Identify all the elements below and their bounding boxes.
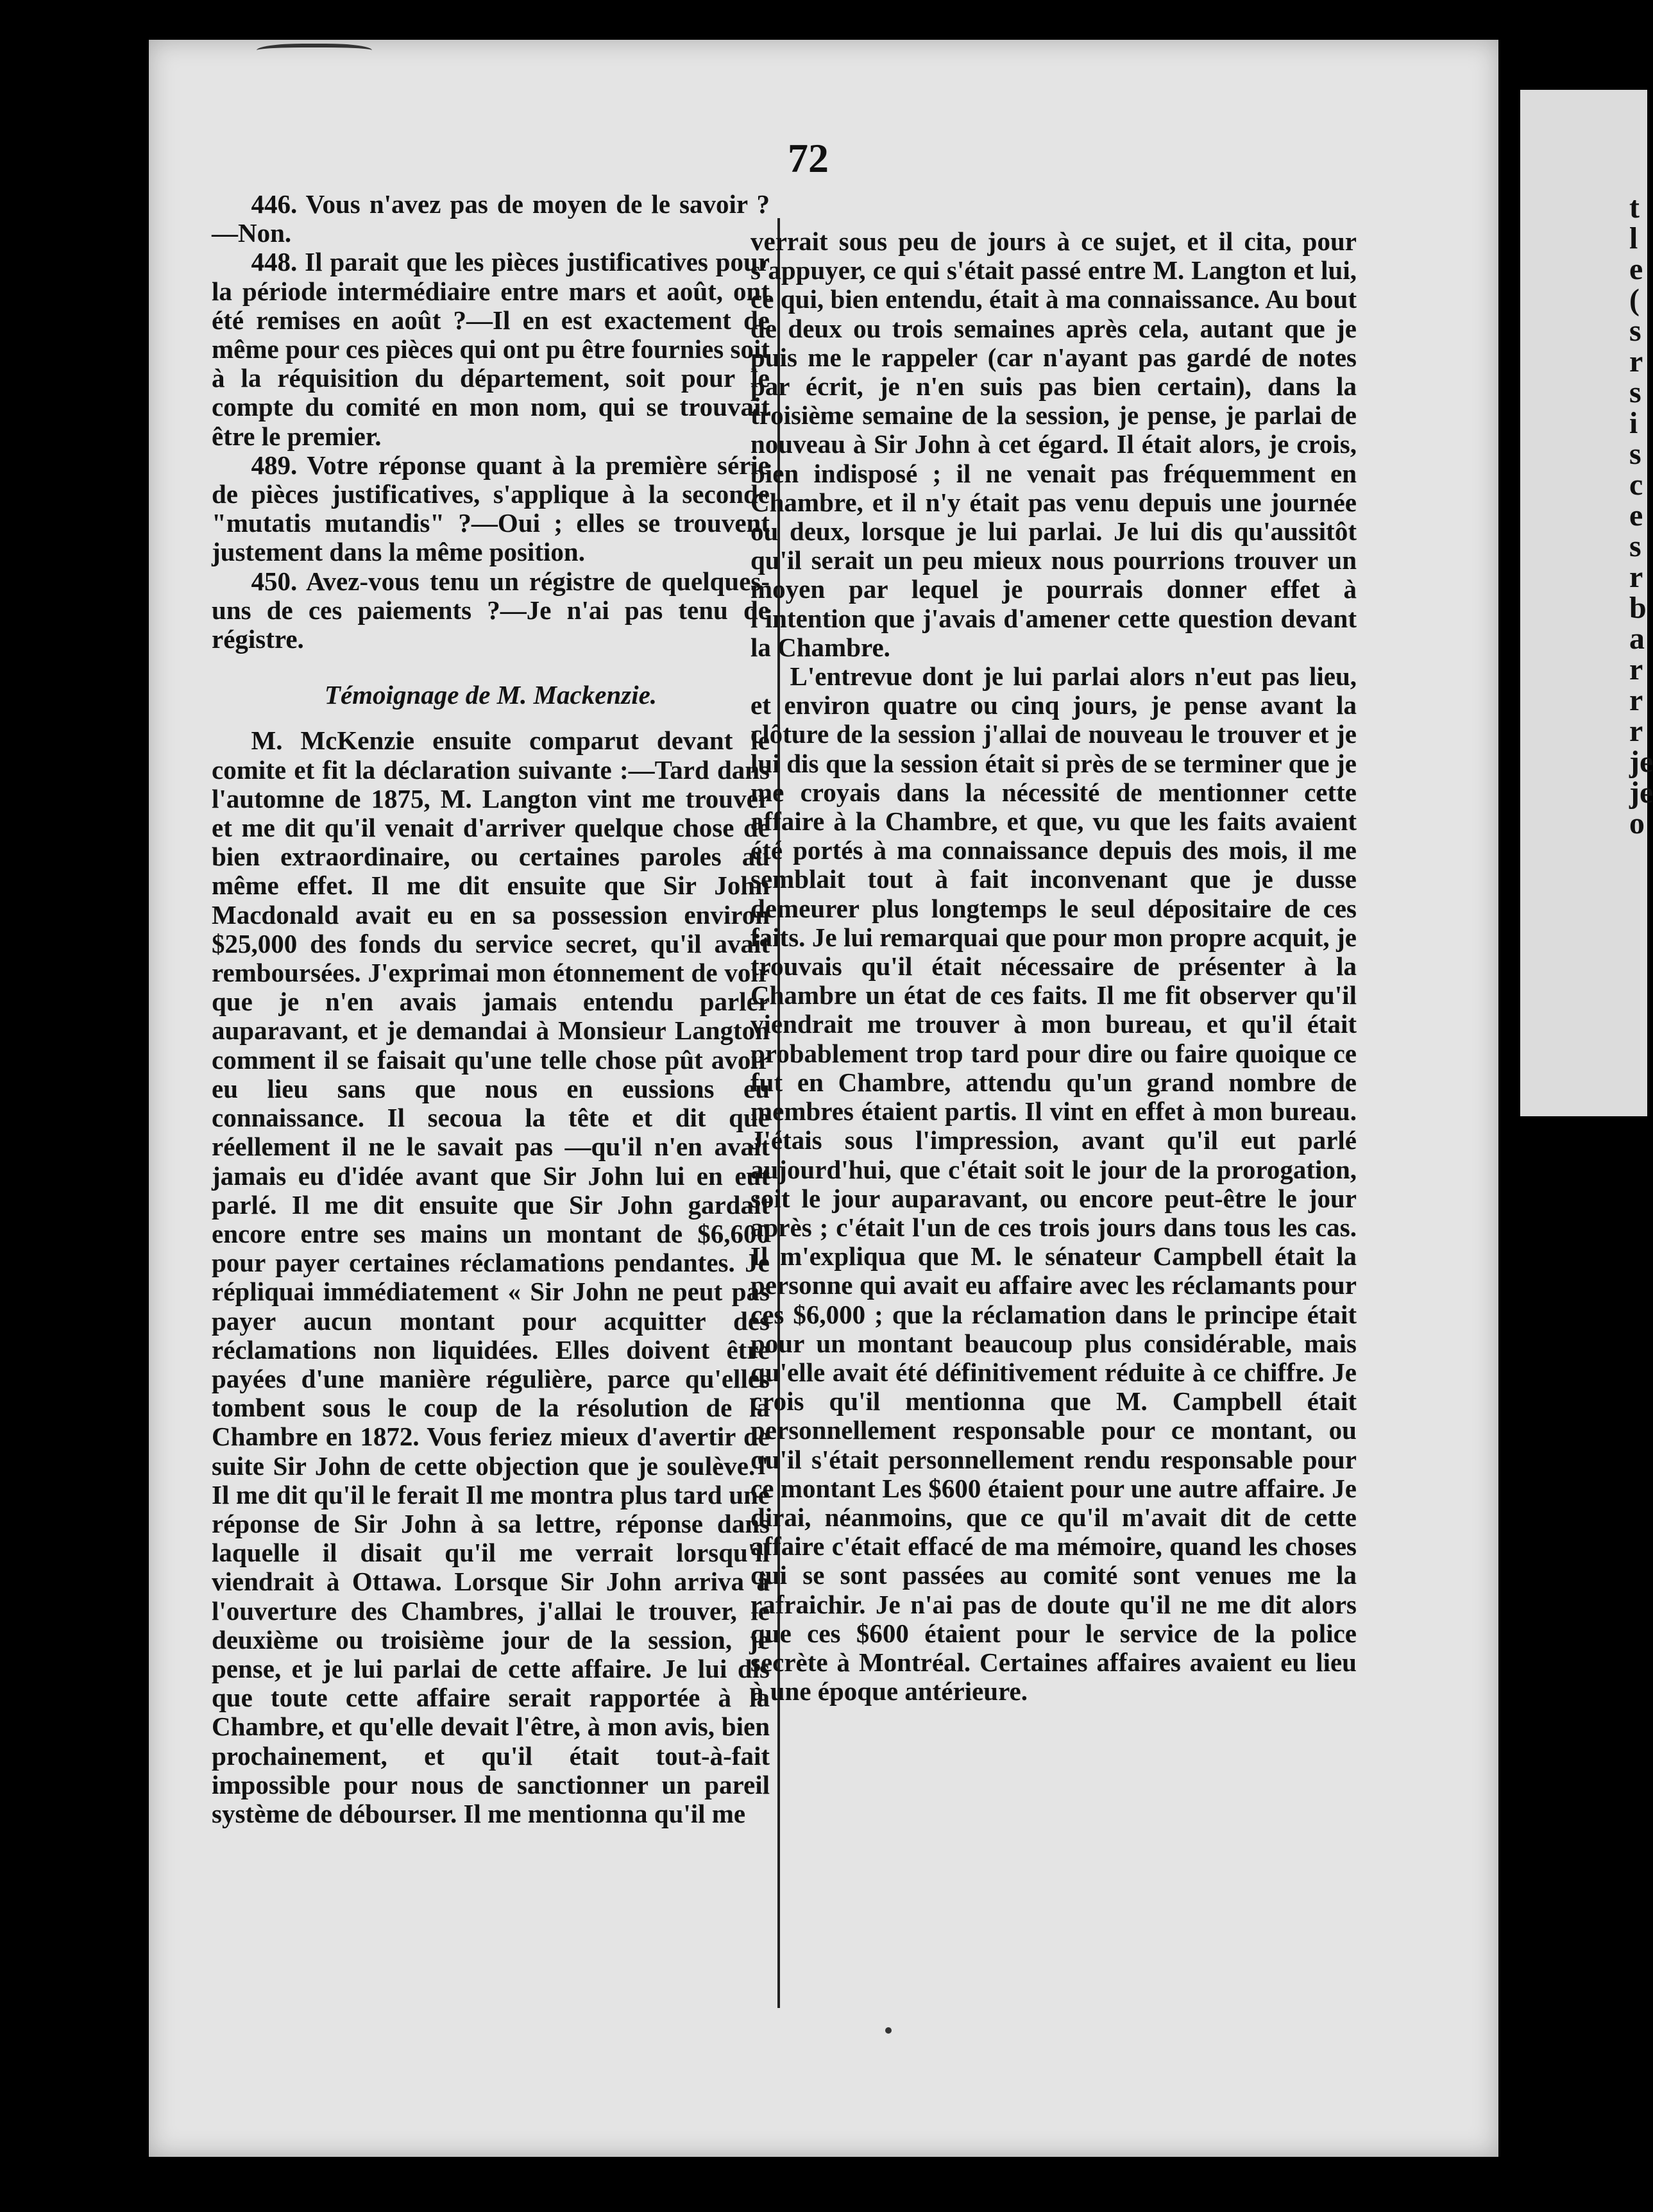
- paragraph-q450: 450. Avez-vous tenu un régistre de quelques-uns de ces paiements ?—Je n'ai pas tenu de régistre.: [212, 566, 770, 654]
- adjacent-page-char: r: [1629, 345, 1643, 379]
- adjacent-page-char: o: [1629, 806, 1645, 840]
- adjacent-page-char: r: [1629, 683, 1643, 717]
- adjacent-page-char: je: [1629, 776, 1653, 810]
- adjacent-page-char: r: [1629, 714, 1643, 748]
- adjacent-page-char: t: [1629, 191, 1640, 225]
- adjacent-page-char: e: [1629, 252, 1643, 286]
- paragraph-q446: 446. Vous n'avez pas de moyen de le savoir ?—Non.: [212, 189, 770, 248]
- section-heading: Témoignage de M. Mackenzie.: [324, 680, 657, 710]
- left-column: [212, 190, 770, 1828]
- paragraph-continuation: verrait sous peu de jours à ce sujet, et il cita, pour s'appuyer, ce qui s'était passé entre M. Langton et lui, ce qui, bien entendu, était à ma connaissance. Au bout de deux ou trois semaines après cela, autant que je puis me le rappeler (car n'ayant pas gardé de notes par écrit, je n'en suis pas bien certain), dans la troisième semaine de la session, je pense, je parlai de nouveau à Sir John à cet égard. Il était alors, je crois, bien indisposé ; il ne venait pas fréquemment en Chambre, et il n'y était pas venu depuis une journée ou deux, lorsque je lui parlai. Je lui dis qu'aussitôt qu'il serait un peu mieux nous pourrions trouver un moyen par lequel je pourrais donner effet à l'intention que j'avais d'amener cette question devant la Chambre.: [750, 226, 1357, 662]
- adjacent-page-char: s: [1629, 437, 1641, 471]
- adjacent-page-char: c: [1629, 468, 1643, 502]
- adjacent-page-char: s: [1629, 375, 1641, 409]
- adjacent-page-char: a: [1629, 622, 1645, 656]
- right-column: [750, 227, 1357, 1706]
- paragraph-q448: 448. Il parait que les pièces justificatives pour la période intermédiaire entre mars et août, ont été remises en août ?—Il en est exactement de même pour ces pièces qui ont pu être fournies soit à la réquisition du département, soit pour le compte du comité en mon nom, qui se trouvait être le premier.: [212, 247, 770, 451]
- adjacent-page-char: s: [1629, 529, 1641, 563]
- ink-dot: [885, 2027, 892, 2034]
- page-number: 72: [788, 135, 829, 181]
- adjacent-page-char: b: [1629, 591, 1647, 625]
- adjacent-page: [1520, 90, 1653, 1116]
- paragraph-q489: 489. Votre réponse quant à la première série de pièces justificatives, s'applique à la seconde "mutatis mutandis" ?—Oui ; elles se trouvent justement dans la même position.: [212, 450, 770, 567]
- adjacent-page-char: r: [1629, 560, 1643, 594]
- ink-scratch: [257, 44, 372, 60]
- paragraph-testimony: M. McKenzie ensuite comparut devant le comite et fit la déclaration suivante :—Tard dans l'automne de 1875, M. Langton vint me trouver et me dit qu'il venait d'arriver quelque chose de bien extraordinaire, ou certaines paroles au même effet. Il me dit ensuite que Sir John Macdonald avait eu en sa possession environ $25,000 des fonds du service secret, qu'il avait remboursées. J'exprimai mon étonnement de voir que je n'en avais jamais entendu parler auparavant, et je demandai à Monsieur Langton comment il se faisait qu'une telle chose pût avoir eu lieu sans que nous en eussions eu connaissance. Il secoua la tête et dit que réellement il ne le savait pas —qu'il n'en avait jamais eu d'idée avant que Sir John lui en eut parlé. Il me dit ensuite que Sir John gardait encore entre ses mains un montant de $6,600 pour payer certaines réclamations pendantes. Je répliquai immédiatement « Sir John ne peut pas payer aucun montant pour acquitter des réclamations non liquidées. Elles doivent être payées d'une manière régulière, parce qu'elles tombent sous le coup de la résolution de la Chambre en 1872. Vous feriez mieux d'avertir de suite Sir John de cette objection que je soulève." Il me dit qu'il le ferait Il me montra plus tard une réponse de Sir John à sa lettre, réponse dans laquelle il disait qu'il me verrait lorsqu'il viendrait à Ottawa. Lorsque Sir John arriva à l'ouverture des Chambres, j'allai le trouver, le deuxième ou troisième jour de la session, je pense, et je lui parlai de cette affaire. Je lui dis que toute cette affaire serait rapportée à la Chambre, et qu'elle devait l'être, à mon avis, bien prochainement, et qu'il était tout-à-fait impossible pour nous de sanctionner un pareil système de débourser. Il me mentionna qu'il me: [212, 726, 770, 1828]
- adjacent-page-char: je: [1629, 745, 1653, 779]
- adjacent-page-char: e: [1629, 498, 1643, 532]
- adjacent-page-char: (: [1629, 283, 1640, 317]
- adjacent-page-char: i: [1629, 406, 1638, 440]
- adjacent-page-text: [1629, 191, 1653, 840]
- paragraph-entrevue: L'entrevue dont je lui parlai alors n'eut pas lieu, et environ quatre ou cinq jours, je pense avant la clôture de la session j'allai de nouveau le trouver et je lui dis que la session était si près de se terminer que je me croyais dans la nécessité de mentionner cette affaire à la Chambre, et que, vu que les faits avaient été portés à ma connaissance depuis des mois, il me semblait tout à fait inconvenant que je dusse demeurer plus longtemps le seul dépositaire de ces faits. Je lui remarquai que pour mon propre acquit, je trouvais qu'il était nécessaire de présenter à la Chambre un état de ces faits. Il me fit observer qu'il viendrait me trouver à mon bureau, et qu'il était probablement trop tard pour dire ou faire quoique ce fut en Chambre, attendu qu'un grand nombre de membres étaient partis. Il vint en effet à mon bureau. J'étais sous l'impression, avant qu'il eut parlé aujourd'hui, que c'était soit le jour de la prorogation, soit le jour auparavant, ou encore peut-être le jour après ; c'était l'un de ces trois jours dans tous les cas. Il m'expliqua que M. le sénateur Campbell était la personne qui avait eu affaire avec les réclamants pour ces $6,000 ; que la réclamation dans le principe était pour un montant beaucoup plus considérable, mais qu'elle avait été définitivement réduite à ce chiffre. Je crois qu'il mentionna que M. Campbell était personnellement responsable pour ce montant, ou qu'il s'était personnellement rendu responsable pour ce montant Les $600 étaient pour une autre affaire. Je dirai, néanmoins, que ce qu'il m'avait dit de cette affaire c'était effacé de ma mémoire, quand les choses qui se sont passées au comité sont venues me la rafraichir. Je n'ai pas de doute qu'il ne me dit alors que ces $600 étaient pour le service de la police secrète à Montréal. Certaines affaires avaient eu lieu à une époque antérieure.: [750, 661, 1357, 1706]
- adjacent-page-char: l: [1629, 221, 1638, 255]
- adjacent-page-char: s: [1629, 314, 1641, 348]
- adjacent-page-char: r: [1629, 652, 1643, 686]
